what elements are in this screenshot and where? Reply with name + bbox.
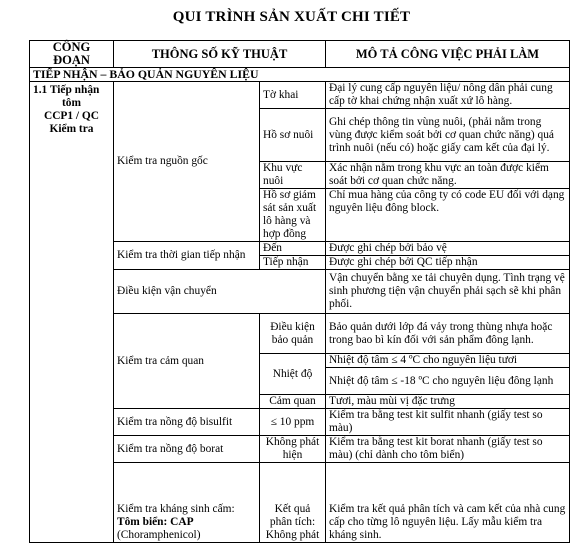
antibiotic-param: Kết quả phân tích: Không phát [260,463,326,543]
bisulfit-desc: Kiểm tra bằng test kit sulfit nhanh (giấy test so màu) [326,409,570,436]
table-header-row [30,41,570,68]
stage-cell [30,82,114,543]
origin-desc-1: Đại lý cung cấp nguyên liệu/ nông dân phải cung cấp tờ khai chứng nhận xuất xứ lô hàng. [326,82,570,109]
transport-desc: Vận chuyển bằng xe tải chuyên dụng. Tình trạng vệ sinh phương tiện vận chuyển phải sạch sẽ khi phân phối. [326,270,570,314]
origin-desc-4: Chỉ mua hàng của công ty có code EU đối với dạng nguyên liệu đông block. [326,189,570,242]
transport-label: Điều kiện vận chuyển [114,270,326,314]
section-title: TIẾP NHẬN – BẢO QUẢN NGUYÊN LIỆU [30,68,570,82]
header-description: MÔ TẢ CÔNG VIỆC PHẢI LÀM [326,41,570,68]
sensory-desc-3: Tươi, màu mùi vị đặc trưng [326,395,570,409]
origin-param-1: Tờ khai [260,82,326,109]
antibiotic-label-2-bold: Tôm biển: [117,516,168,528]
sensory-param-3: Cảm quan [260,395,326,409]
borat-label: Kiểm tra nồng độ borat [114,436,260,463]
sensory-desc-2b: Nhiệt độ tâm ≤ -18 ºC cho nguyên liệu đông lạnh [326,368,570,395]
document-title: QUI TRÌNH SẢN XUẤT CHI TIẾT [172,9,411,25]
origin-param-4: Hồ sơ giám sát sản xuất lô hàng và hợp đồng [260,189,326,242]
section-row [30,68,570,82]
sensory-param-1: Điều kiện bảo quản [260,314,326,354]
time-label: Kiểm tra thời gian tiếp nhận [114,242,260,270]
antibiotic-label-2-cap: CAP [167,516,194,528]
sensory-desc-2a: Nhiệt độ tâm ≤ 4 ºC cho nguyên liệu tươi [326,354,570,368]
origin-desc-2: Ghi chép thông tin vùng nuôi, (phải nằm trong vùng được kiểm soát bởi cơ quan chức năng) quá trình nuôi (nếu có) hoặc giấy cam kết của đại lý. [326,109,570,162]
table-row [30,82,570,109]
antibiotic-label-1: Kiểm tra kháng sinh cấm: [117,503,235,515]
bisulfit-param: ≤ 10 ppm [260,409,326,436]
time-desc-1: Được ghi chép bởi bảo vệ [326,242,570,256]
borat-param: Không phát hiện [260,436,326,463]
header-spec: THÔNG SỐ KỸ THUẬT [114,41,326,68]
stage-line-4: Kiểm tra [49,123,94,135]
antibiotic-label-3: (Choramphenicol) [117,529,201,541]
antibiotic-desc: Kiểm tra kết quả phân tích và cam kết của nhà cung cấp cho từng lô nguyên liệu. Lấy mẫu kiểm tra kháng sinh. [326,463,570,543]
origin-param-2: Hồ sơ nuôi [260,109,326,162]
antibiotic-label-2 [117,516,256,529]
header-stage: CÔNG ĐOẠN [30,41,114,68]
bisulfit-label: Kiểm tra nồng độ bisulfit [114,409,260,436]
origin-param-3: Khu vực nuôi [260,162,326,189]
origin-label: Kiểm tra nguồn gốc [114,82,260,242]
sensory-label: Kiểm tra cảm quan [114,314,260,409]
origin-desc-3: Xác nhận nằm trong khu vực an toàn được kiểm soát bởi cơ quan chức năng. [326,162,570,189]
sensory-desc-1: Bảo quản dưới lớp đá vảy trong thùng nhựa hoặc trong bao bì kín đối với sản phẩm đông lạnh. [326,314,570,354]
time-param-2: Tiếp nhận [260,256,326,270]
sensory-param-2: Nhiệt độ [260,354,326,395]
stage-line-2: tôm [62,97,81,109]
stage-line-3: CCP1 / QC [43,110,100,122]
stage-line-1: 1.1 Tiếp nhận [33,84,100,96]
antibiotic-label [114,463,260,543]
time-param-1: Đến [260,242,326,256]
time-desc-2: Được ghi chép bởi QC tiếp nhận [326,256,570,270]
process-table [29,40,570,543]
borat-desc: Kiểm tra bằng test kit borat nhanh (giấy test so màu) (chỉ dành cho tôm biển) [326,436,570,463]
